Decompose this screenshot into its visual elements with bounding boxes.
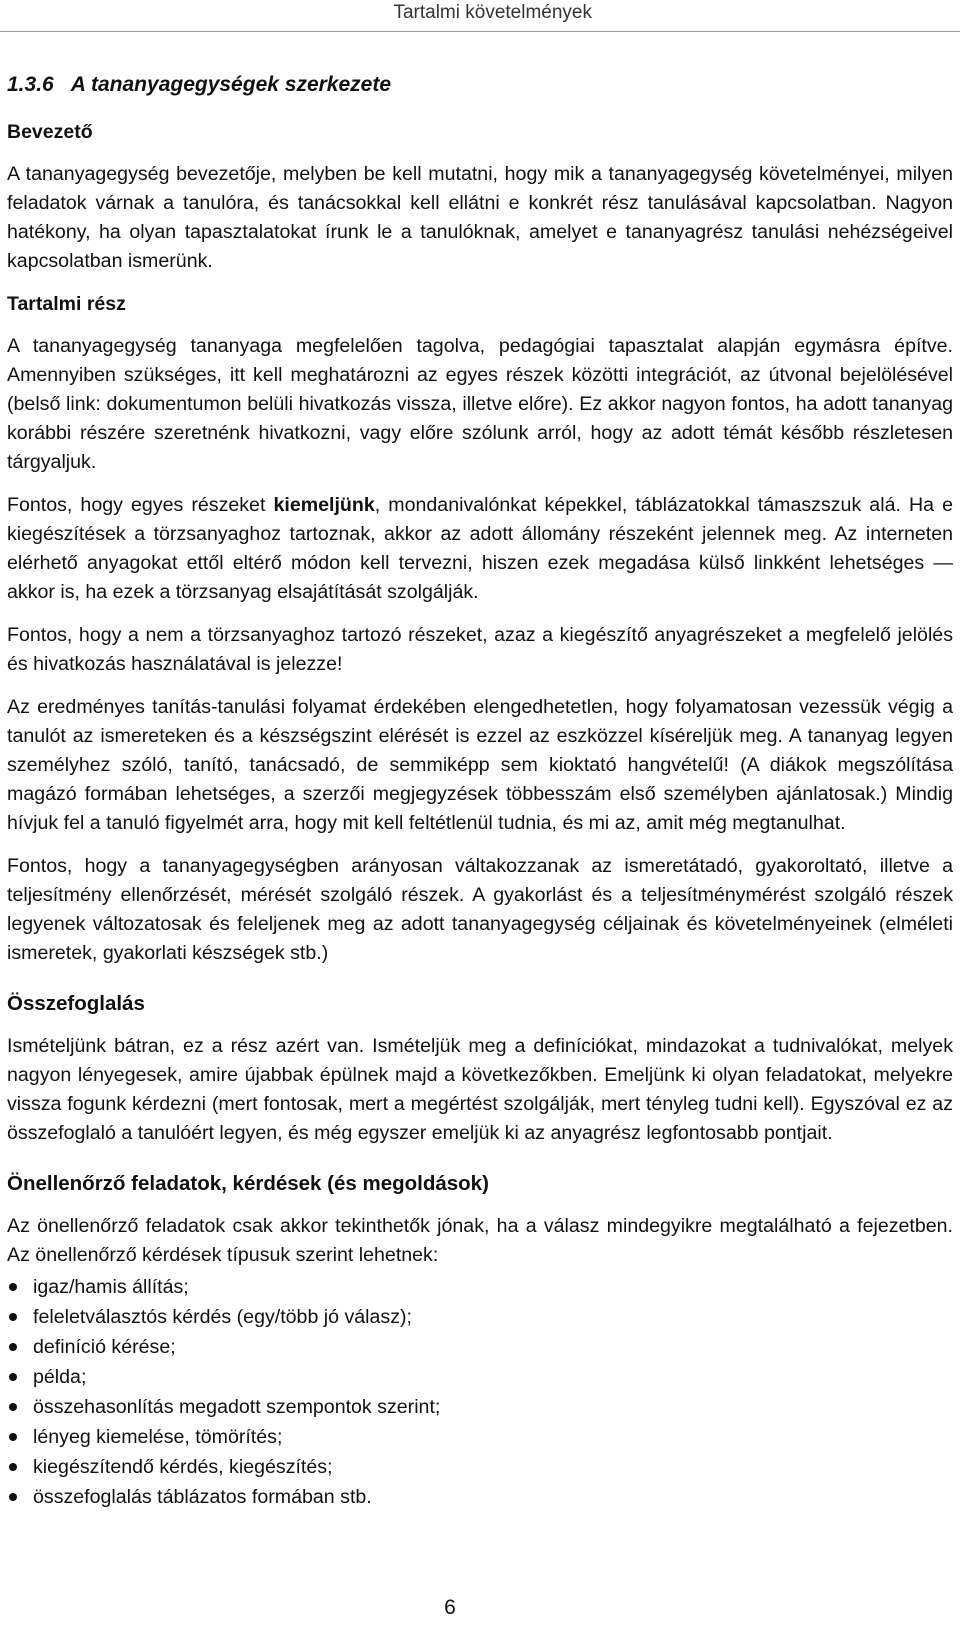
section-number: 1.3.6 — [7, 73, 54, 96]
bullet-icon — [9, 1433, 17, 1441]
list-item — [7, 1452, 953, 1482]
list-item — [7, 1302, 953, 1332]
content-paragraph-1: A tananyagegység tananyaga megfelelően tagolva, pedagógiai tapasztalat alapján egymásra építve. Amennyiben szükséges, itt kell meghatározni az egyes részek közötti integrációt, az útvonal bejelölésével (belső link: dokumentumon belüli hivatkozás vissza, illetve előre). Ez akkor nagyon fontos, ha adott tananyag korábbi részére szeretnénk hivatkozni, vagy előre szólunk arról, hogy az adott témát később részletesen tárgyaljuk. — [7, 335, 953, 473]
emphasized-word: kiemeljünk — [273, 494, 375, 516]
self-check-paragraph: Az önellenőrző feladatok csak akkor tekinthetők jónak, ha a válasz mindegyikre megtalálható a fejezetben. Az önellenőrző kérdések típusuk szerint lehetnek: — [7, 1215, 953, 1266]
list-item-text: lényeg kiemelése, tömörítés; — [33, 1426, 283, 1448]
bullet-icon — [9, 1493, 17, 1501]
list-item — [7, 1272, 953, 1302]
bullet-icon — [9, 1373, 17, 1381]
list-item — [7, 1332, 953, 1362]
document-body — [7, 70, 953, 1512]
summary-paragraph: Ismételjünk bátran, ez a rész azért van. Ismételjük meg a definíciókat, mindazokat a tudnivalókat, melyek nagyon lényegesek, amire újabbak épülnek majd a következőkben. Emeljünk ki olyan feladatokat, melyekre vissza fogunk kérdezni (mert fontosak, mert a megértést szolgálják, mert tényleg tudni kell). Egyszóval ez az összefoglaló a tanulóért legyen, és még egyszer emeljük ki az anyagrész legfontosabb pontjait. — [7, 1035, 953, 1144]
intro-heading: Bevezető — [7, 121, 93, 143]
self-check-heading: Önellenőrző feladatok, kérdések (és megoldások) — [7, 1172, 489, 1195]
list-item-text: igaz/hamis állítás; — [33, 1276, 189, 1298]
list-item-text: összefoglalás táblázatos formában stb. — [33, 1486, 372, 1508]
list-item-text: összehasonlítás megadott szempontok szerint; — [33, 1396, 441, 1418]
list-item-text: példa; — [33, 1366, 87, 1388]
content-paragraph-5: Fontos, hogy a tananyagegységben arányosan váltakozzanak az ismeretátadó, gyakoroltató, illetve a teljesítmény ellenőrzését, mérését szolgáló részek. A gyakorlást és a teljesítménymérést szolgáló részek legyenek változatosak és feleljenek meg az adott tananyagegység céljainak és követelményeinek (elméleti ismeretek, gyakorlati készségek stb.) — [7, 855, 953, 964]
list-item-text: kiegészítendő kérdés, kiegészítés; — [33, 1456, 333, 1478]
bullet-icon — [9, 1283, 17, 1291]
section-title — [7, 70, 953, 100]
bullet-icon — [9, 1313, 17, 1321]
list-item-text: definíció kérése; — [33, 1336, 176, 1358]
bullet-icon — [9, 1343, 17, 1351]
content-part-heading: Tartalmi rész — [7, 293, 126, 315]
list-item-text: feleletválasztós kérdés (egy/több jó válasz); — [33, 1306, 412, 1328]
content-paragraph-2-end: , mondanivalónkat képekkel, táblázatokkal támaszszuk alá. Ha e kiegészítések a törzsanyaghoz tartoznak, akkor az adott állomány részeként jelennek meg. Az interneten elérhető anyagokat ettől eltérő módon kell tervezni, hiszen ezek megadása külső linkként lehetséges — akkor is, ha ezek a törzsanyag elsajátítását szolgálják. — [7, 494, 953, 603]
list-item — [7, 1482, 953, 1512]
header-rule — [0, 31, 960, 32]
list-item — [7, 1362, 953, 1392]
list-item — [7, 1422, 953, 1452]
bullet-icon — [9, 1403, 17, 1411]
list-item — [7, 1392, 953, 1422]
summary-heading: Összefoglalás — [7, 992, 145, 1015]
running-header: Tartalmi követelmények — [393, 2, 592, 23]
content-paragraph-4: Az eredményes tanítás-tanulási folyamat érdekében elengedhetetlen, hogy folyamatosan vezessük végig a tanulót az ismereteken és a készségszint elérését is ezzel az eszközzel kíséreljük meg. A tananyag legyen személyhez szóló, tanító, tanácsadó, de semmiképp sem kioktató hangvételű! (A diákok megszólítása magázó formában lehetséges, a szerzői megjegyzések többesszám első személyben ajánlatosak.) Mindig hívjuk fel a tanuló figyelmét arra, hogy mit kell feltétlenül tudnia, és mi az, amit még megtanulhat. — [7, 696, 953, 834]
content-paragraph-2-start: Fontos, hogy egyes részeket — [7, 494, 274, 516]
content-paragraph-2 — [7, 491, 953, 607]
section-title-text: A tananyagegységek szerkezete — [70, 73, 392, 96]
bullet-icon — [9, 1463, 17, 1471]
intro-paragraph: A tananyagegység bevezetője, melyben be kell mutatni, hogy mik a tananyagegység követelményei, milyen feladatok várnak a tanulóra, és tanácsokkal kell ellátni e konkrét rész tanulásával kapcsolatban. Nagyon hatékony, ha olyan tapasztalatokat írunk le a tanulóknak, amelyet e tananyagrész tanulási nehézségeivel kapcsolatban ismerünk. — [7, 163, 953, 272]
page-number: 6 — [444, 1596, 456, 1619]
question-type-list — [7, 1272, 953, 1512]
content-paragraph-3: Fontos, hogy a nem a törzsanyaghoz tartozó részeket, azaz a kiegészítő anyagrészeket a megfelelő jelölés és hivatkozás használatával is jelezze! — [7, 624, 953, 675]
